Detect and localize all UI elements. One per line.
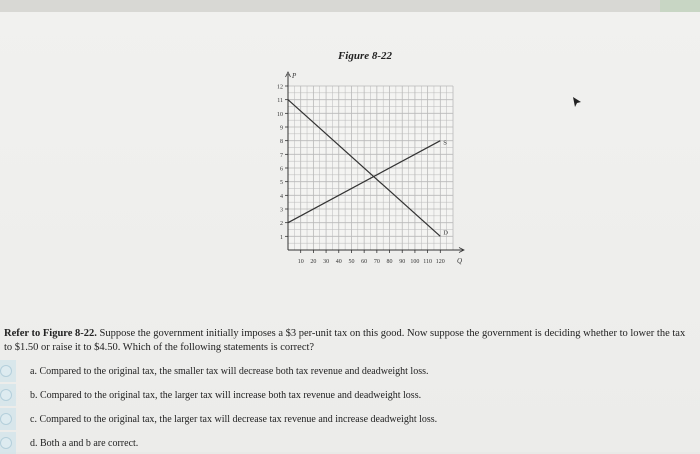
option-c-text: Compared to the original tax, the larger tax will decrease tax revenue and increase deadweight loss. [39,413,438,425]
x-tick-label: 30 [323,259,330,265]
y-tick-label: 6 [280,166,283,173]
x-axis-label: Q [457,257,463,265]
x-tick-label: 40 [335,259,342,265]
demand-line-label: D [443,229,449,237]
x-tick-label: 50 [348,259,355,265]
y-tick-label: 8 [280,139,283,146]
y-tick-label: 4 [280,193,283,200]
supply-line-label: S [443,139,447,147]
option-a[interactable] [0,360,700,382]
x-tick-label: 20 [310,259,317,265]
x-tick-label: 60 [361,259,368,265]
x-tick-label: 110 [423,259,433,265]
question-ref: Refer to Figure 8-22. [4,328,97,339]
x-tick-label: 90 [399,259,406,265]
x-tick-label: 80 [386,259,393,265]
option-d-text: Both a and b are correct. [40,437,139,449]
y-axis-label: P [292,72,297,80]
y-tick-label: 2 [280,221,283,228]
option-a-letter: a. [30,365,37,377]
y-tick-label: 10 [277,111,283,118]
y-tick-label: 1 [280,234,283,241]
y-tick-label: 9 [280,125,283,132]
option-a-text: Compared to the original tax, the smaller tax will decrease both tax revenue and deadweight loss. [39,365,429,377]
x-tick-label: 120 [435,259,445,265]
figure-title: Figure 8-22 [337,50,393,62]
y-tick-label: 12 [277,84,283,91]
x-tick-label: 100 [410,259,420,265]
y-tick-label: 3 [280,207,283,214]
option-d-letter: d. [30,437,38,449]
question-body: Suppose the government initially imposes a $3 per-unit tax on this good. Now suppose the government is deciding whether to lower the tax to $1.50 or raise it to $4.50. Which of the following statements is correct? [4,328,686,353]
x-tick-label: 70 [373,259,380,265]
option-c[interactable] [0,408,700,430]
x-tick-label: 10 [297,259,304,265]
option-d[interactable] [0,432,700,454]
question-text [4,327,694,355]
y-tick-label: 7 [280,152,283,159]
option-b-letter: b. [30,389,38,401]
y-tick-label: 11 [277,98,283,105]
option-b-text: Compared to the original tax, the larger tax will increase both tax revenue and deadweight loss. [40,389,422,401]
option-b[interactable] [0,384,700,406]
mouse-cursor-icon [571,96,583,108]
option-c-letter: c. [30,413,37,425]
y-tick-label: 5 [280,180,283,187]
